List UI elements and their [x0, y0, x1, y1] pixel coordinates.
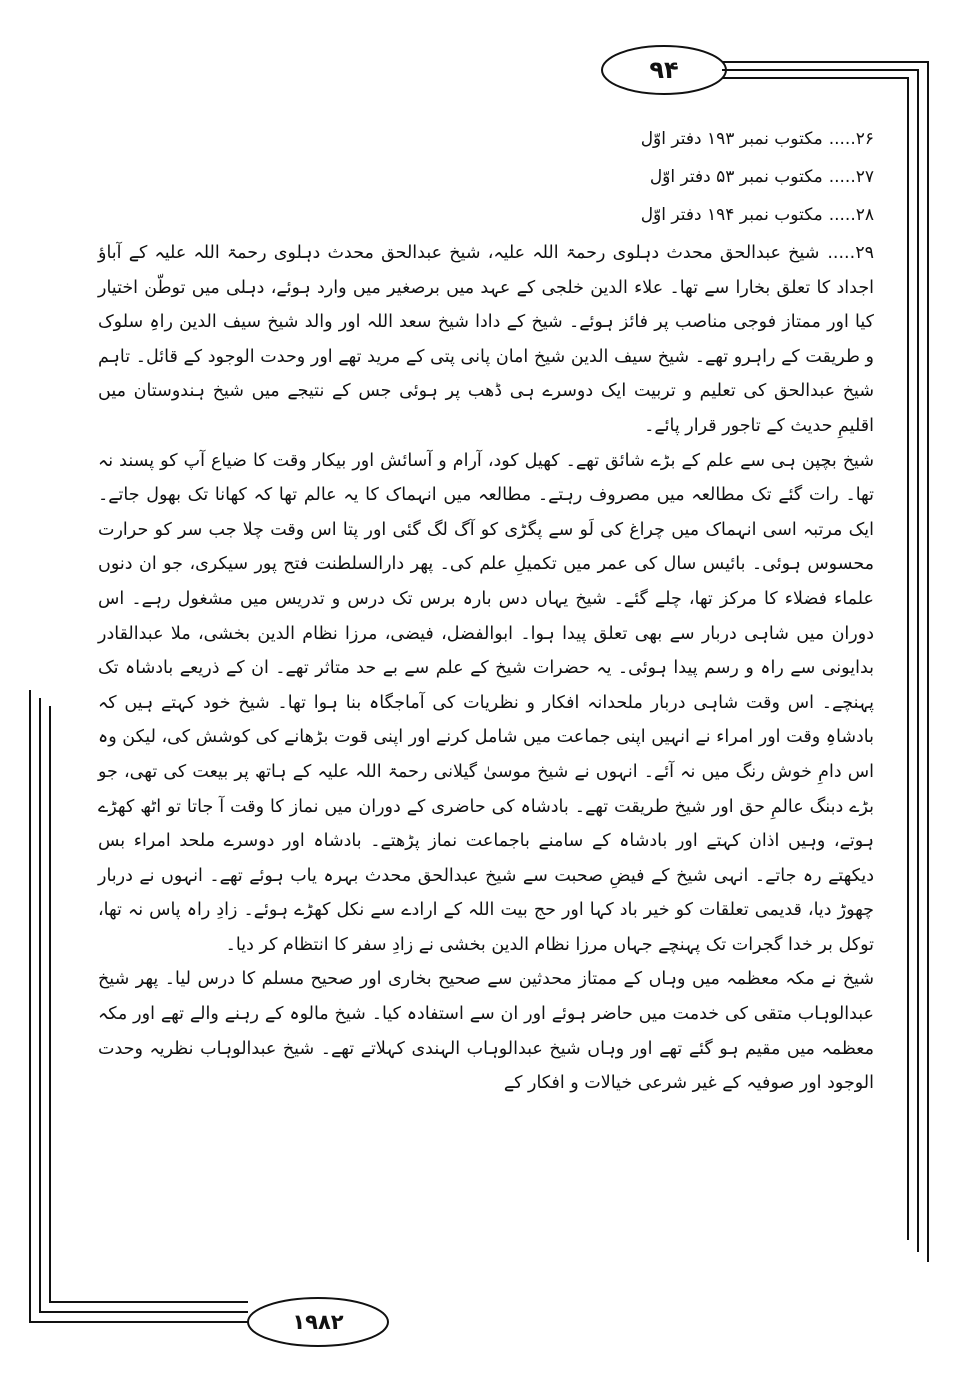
biography-paragraph-2 [98, 444, 874, 963]
biography-paragraph-1 [98, 236, 874, 444]
paragraph-text: شیخ عبدالحق محدث دہلوی رحمۃ اللہ علیہ، شیخ عبدالحق محدث دہلوی رحمۃ اللہ علیہ کے آباؤ اجداد کا تعلق بخارا سے تھا۔ علاء الدین خلجی کے عہد میں برصغیر میں وارد ہوئے، دہلی میں توطّن اختیار کیا اور ممتاز فوجی مناصب پر فائز ہوئے۔ شیخ کے دادا شیخ سعد اللہ اور والد شیخ سیف الدین راہِ سلوک و طریقت کے راہرو تھے۔ شیخ سیف الدین شیخ امان پانی پتی کے مرید تھے اور وحدت الوجود کے قائل۔ تاہم شیخ عبدالحق کی تعلیم و تربیت ایک دوسرے ہی ڈھب پر ہوئی جس کے نتیجے میں شیخ ہندوستان میں اقلیمِ حدیث کے تاجور قرار پائے۔ [98, 243, 874, 436]
footnote-number: ۲۸..... [828, 205, 874, 225]
footnote-text: مکتوب نمبر ۵۳ دفتر اوّل [649, 167, 823, 187]
footnote-27 [98, 158, 874, 196]
page-number: ۹۴ [649, 56, 679, 84]
footnote-26 [98, 120, 874, 158]
footnote-number: ۲۶..... [828, 129, 874, 149]
footnote-text: مکتوب نمبر ۱۹۴ دفتر اوّل [640, 205, 823, 225]
biography-paragraph-3 [98, 962, 874, 1100]
footnote-28 [98, 196, 874, 234]
paragraph-text: شیخ نے مکہ معظمہ میں وہاں کے ممتاز محدثین سے صحیح بخاری اور صحیح مسلم کا درس لیا۔ پھر شیخ عبدالوہاب متقی کی خدمت میں حاضر ہوئے اور ان سے استفادہ کیا۔ شیخ مالوہ کے رہنے والے تھے اور مکہ معظمہ میں مقیم ہو گئے تھے اور وہاں شیخ عبدالوہاب الہندی کہلاتے تھے۔ شیخ عبدالوہاب نظریہ وحدت الوجود اور صوفیہ کے غیر شرعی خیالات و افکار کے [98, 969, 874, 1094]
paragraph-text: شیخ بچپن ہی سے علم کے بڑے شائق تھے۔ کھیل کود، آرام و آسائش اور بیکار وقت کا ضیاع آپ کو پسند نہ تھا۔ رات گئے تک مطالعہ میں مصروف رہتے۔ مطالعہ میں انہماک کا یہ عالم تھا کہ کھانا تک بھول جاتے۔ ایک مرتبہ اسی انہماک میں چراغ کی لَو سے پگڑی کو آگ لگ گئی اور پتا اس وقت چلا جب سر کو حرارت محسوس ہوئی۔ بائیس سال کی عمر میں تکمیلِ علم کی۔ پھر دارالسلطنت فتح پور سیکری، جو ان دنوں علماء فضلاء کا مرکز تھا، چلے گئے۔ شیخ یہاں دس بارہ برس تک درس و تدریس میں مشغول رہے۔ اس دوران میں شاہی دربار سے بھی تعلق پیدا ہوا۔ ابوالفضل، فیضی، مرزا نظام الدین بخشی، ملا عبدالقادر بدایونی سے راہ و رسم پیدا ہوئی۔ یہ حضرات شیخ کے علم سے بے حد متاثر تھے۔ ان کے ذریعے بادشاہ تک پہنچے۔ اس وقت شاہی دربار ملحدانہ افکار و نظریات کی آماجگاہ بنا ہوا تھا۔ شیخ خود کہتے ہیں کہ بادشاہِ وقت اور امراء نے انہیں اپنی جماعت میں شامل کرنے اور اپنی قوت بڑھانے کی کوشش کی، لیکن وہ اس دامِ خوش رنگ میں نہ آئے۔ انہوں نے شیخ موسیٰ گیلانی رحمۃ اللہ علیہ کے ہاتھ پر بیعت کی تھی، جو بڑے دبنگ عالمِ حق اور شیخ طریقت تھے۔ بادشاہ کی حاضری کے دوران میں نماز کا وقت آ جاتا تو اٹھ کھڑے ہوتے، وہیں اذان کہتے اور بادشاہ کے سامنے باجماعت نماز پڑھتے۔ بادشاہ اور دوسرے ملحد امراء بس دیکھتے رہ جاتے۔ انہی شیخ کے فیضِ صحبت سے شیخ عبدالحق محدث بہرہ یاب ہوئے تھے۔ انہوں نے دربار چھوڑ دیا، قدیمی تعلقات کو خیر باد کہا اور حج بیت اللہ کے ارادے سے نکل کھڑے ہوئے۔ زادِ راہ پاس نہ تھا، توکل بر خدا گجرات تک پہنچے جہاں مرزا نظام الدین بخشی نے زادِ سفر کا انتظام کر دیا۔ [98, 450, 874, 955]
footnote-number: ۲۹..... [827, 243, 874, 263]
footnote-text: مکتوب نمبر ۱۹۳ دفتر اوّل [640, 129, 823, 149]
footnote-number: ۲۷..... [828, 167, 874, 187]
document-body [98, 120, 874, 1101]
footer-year: ۱۹۸۲ [292, 1310, 344, 1334]
